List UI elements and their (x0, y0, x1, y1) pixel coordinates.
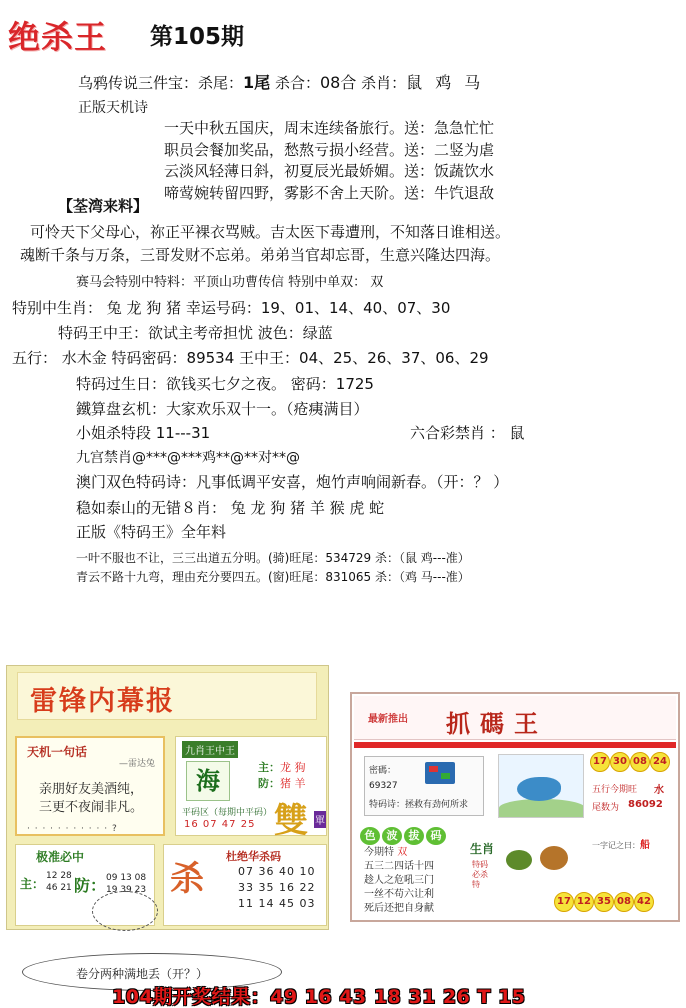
zhuamawang-header (354, 696, 676, 740)
crow-zodiac-label: 杀肖： (361, 74, 407, 92)
number-ball: 35 (594, 892, 614, 912)
fang-value: 猪 羊 (280, 777, 306, 790)
liuhe-line: 六合彩禁肖 ： 鼠 (410, 424, 525, 442)
shama-row: 07 36 40 10 (238, 865, 316, 878)
number-ball: 42 (634, 892, 654, 912)
toad-shape (540, 846, 568, 870)
poem-line: 一天中秋五国庆，周末连续备旅行。送：急急忙忙 (164, 119, 495, 137)
tema-poem: 拯救有劲何所求 (405, 800, 469, 810)
pingma-numbers: 16 07 47 25 (184, 819, 256, 830)
poem-line: 一丝不苟六让利 (364, 889, 434, 900)
bizhong-box (15, 844, 155, 926)
info-row: 小姐杀特段 11---31 (76, 424, 211, 442)
plan-label: 今期特 (364, 847, 394, 858)
password-box (364, 756, 484, 816)
pingma-label: 平码区（每期中平码） (182, 808, 273, 818)
number-ball: 30 (610, 752, 630, 772)
info-row: 九宫禁肖@***@***鸡**@**对**@ (76, 450, 300, 466)
frog-shape (506, 850, 532, 870)
windows-logo-icon (425, 762, 455, 784)
lottery-result: 104期开奖结果：49 16 43 18 31 26 T 15 (112, 986, 526, 1008)
number-ball: 17 (554, 892, 574, 912)
jiuxiao-box (175, 736, 327, 841)
jiuxiao-heading: 九肖王中王 (182, 741, 238, 758)
tab-ma: 码 (426, 827, 446, 845)
hai-character: 海 (186, 761, 230, 801)
bizhong-numbers: 19 39 23 (106, 885, 147, 895)
tianji-sub: —雷达兔 (118, 759, 155, 769)
issue-number: 第105期 (150, 24, 245, 50)
zhu-value: 龙 狗 (280, 761, 306, 774)
tab-bo: 波 (382, 827, 402, 845)
bizhong-numbers: 46 21 (46, 883, 72, 893)
plan-value: 双 (397, 847, 408, 858)
one-word-box (592, 836, 650, 851)
tianji-line: 亲朋好友美酒纯， (39, 782, 144, 797)
wuxing-label: 五行今期旺 (592, 785, 638, 795)
number-ball: 08 (630, 752, 650, 772)
bird-shape (517, 777, 561, 801)
sha-character: 杀 (170, 859, 204, 899)
shama-box (163, 844, 327, 926)
shuang-character: 雙 (274, 801, 308, 841)
leifeng-title: 雷锋内幕报 (17, 672, 317, 720)
bird-picture (498, 754, 584, 818)
crow-label: 乌鸦传说三件宝：杀尾： (78, 74, 244, 92)
tianji-box (15, 736, 165, 836)
bizhong-zhu: 主： (20, 877, 45, 891)
new-label: 最新推出 (368, 714, 408, 725)
info-row: 赛马会特别中特料：平顶山功曹传信 特别中单双： 双 (76, 275, 384, 290)
poem-line: 五三二四话十四 (364, 861, 434, 872)
info-row: 澳门双色特码诗：凡事低调平安喜，炮竹声响闹新春。（开：？ ） (76, 473, 509, 491)
bizhong-numbers: 09 13 08 (106, 873, 147, 883)
info-row: 鐵算盘玄机：大家欢乐双十一。（疮痍满目） (76, 400, 369, 418)
dan-tag: 單 (314, 811, 326, 828)
number-ball: 12 (574, 892, 594, 912)
shama-heading: 杜绝华杀码 (226, 850, 281, 863)
cloud-text: 卷分两种满地丢（开？） (76, 967, 209, 981)
number-ball: 08 (614, 892, 634, 912)
crow-combo: 08合 (319, 73, 357, 92)
tianji-heading: 天机一句话 (27, 745, 88, 759)
color-tabs (360, 824, 448, 845)
poem-line: 云淡风轻薄日斜，初夏辰光最娇媚。送：饭蔬饮水 (164, 162, 495, 180)
number-ball: 17 (590, 752, 610, 772)
tab-se: 色 (360, 827, 380, 845)
shama-row: 33 35 16 22 (238, 881, 316, 894)
tail-value: 86092 (628, 799, 663, 810)
leifeng-panel (6, 665, 329, 930)
shama-row: 11 14 45 03 (238, 897, 316, 910)
crow-tail: 1尾 (243, 73, 271, 92)
frog-picture (502, 842, 572, 880)
info-row: 稳如泰山的无错８肖： 兔 龙 狗 猪 羊 猴 虎 蛇 (76, 499, 385, 517)
zhuamawang-poem (364, 846, 434, 916)
info-row: 特码王中王：欲试主考帝担忧 波色：绿蓝 (58, 324, 333, 342)
info-row: 特码过生日：欲钱买七夕之夜。 密码：1725 (76, 375, 374, 393)
tab-ba: 拔 (404, 827, 424, 845)
number-ball: 24 (650, 752, 670, 772)
section-line: 可怜天下父母心，祢正平裸衣骂贼。吉太医下毒遭刑，不知落日谁相送。 (30, 223, 511, 241)
tail-box (592, 785, 672, 832)
tianji-dots: · · · · · · · · · · · ? (27, 824, 118, 834)
year-line: 一叶不服也不让，三三出道五分明。(骑)旺尾：534729 杀：（鼠 鸡---准） (76, 551, 470, 565)
crow-combo-label: 杀合： (274, 74, 320, 92)
poem-line: 职员会餐加奖品，愁熬亏损小经营。送：二竖为虐 (164, 140, 495, 159)
poem-line: 死后还把自身献 (364, 903, 434, 914)
bizhong-numbers: 12 28 (46, 871, 72, 881)
bisha-label: 特码必杀特 (472, 860, 488, 889)
poem-line: 趁人之危吼三门 (364, 875, 434, 886)
dashed-oval (92, 891, 158, 931)
zhuamawang-panel (350, 692, 680, 922)
tema-poem-label: 特码诗： (369, 800, 406, 810)
shengxiao-label: 生肖 (470, 842, 495, 856)
wuxing-value: 水 (654, 785, 664, 796)
one-word-label: 一字记之曰： (592, 841, 640, 850)
tail-label: 尾数为 (592, 803, 620, 813)
poem-title: 正版天机诗 (78, 100, 148, 116)
info-row: 特别中生肖： 兔 龙 狗 猪 幸运号码：19、01、14、40、07、30 (12, 299, 451, 317)
poem-line: 啼莺婉转留四野，雾影不舍上天阶。送：牛饩退敌 (164, 183, 495, 202)
fang-label: 防： (258, 777, 280, 790)
password-label: 密碼： (369, 766, 397, 776)
section-title: 【荃湾来料】 (58, 197, 149, 215)
bizhong-heading: 极准必中 (36, 850, 85, 864)
bizhong-fang: 防： (74, 876, 107, 895)
info-row: 正版《特码王》全年料 (76, 523, 227, 541)
one-word-value: 船 (640, 840, 650, 851)
year-line: 青云不路十九弯，理由充分要四五。(窗)旺尾：831065 杀：（鸡 马---准） (76, 570, 470, 584)
crow-zodiac: 鼠 鸡 马 (406, 73, 485, 92)
red-bar (354, 742, 676, 748)
page-logo: 绝杀王 (8, 18, 108, 56)
password-value: 69327 (369, 781, 398, 791)
info-row: 五行： 水木金 特码密码：89534 王中王：04、25、26、37、06、29 (12, 349, 489, 367)
crow-line (78, 70, 484, 93)
hill-shape (499, 799, 584, 817)
poem-block (164, 117, 494, 203)
zhuamawang-title: 抓碼王 (446, 709, 548, 738)
tianji-line: 三更不夜闹非凡。 (39, 800, 144, 815)
section-line: 魂断千条与万条，三哥发财不忘弟。弟弟当官却忘哥，生意兴隆达四海。 (20, 246, 501, 264)
zhu-label: 主： (258, 761, 280, 774)
